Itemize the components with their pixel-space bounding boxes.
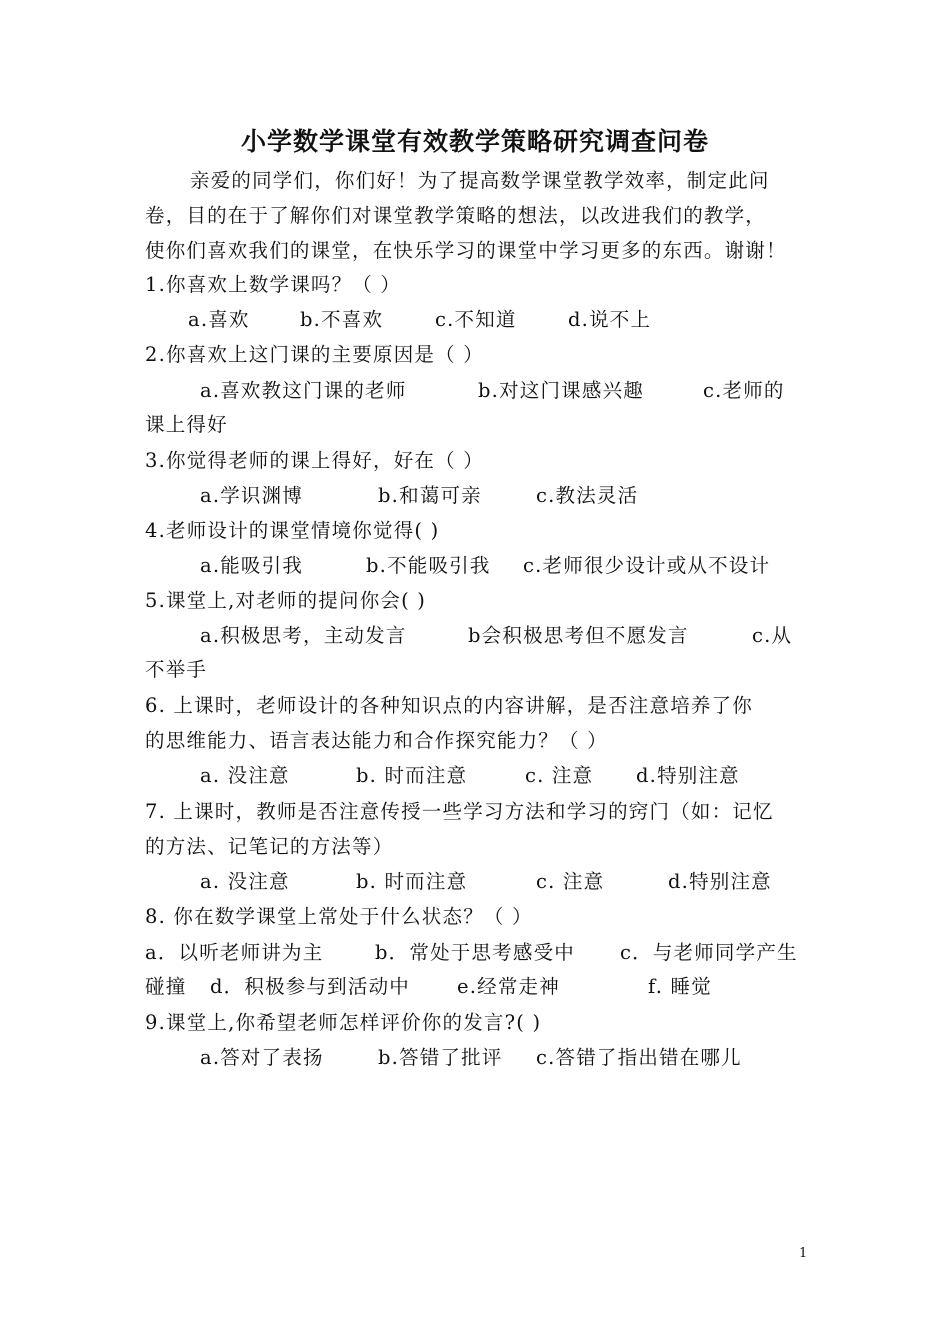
option: a.学识渊博 xyxy=(200,484,304,507)
option: a.能吸引我 xyxy=(200,554,304,577)
option: c.教法灵活 xyxy=(536,484,639,507)
option: c.答错了指出错在哪儿 xyxy=(536,1046,742,1069)
option: a.答对了表扬 xyxy=(200,1046,324,1069)
option: c.老师的 xyxy=(703,379,785,402)
intro-line-3: 使你们喜欢我们的课堂，在快乐学习的课堂中学习更多的东西。谢谢！ xyxy=(145,239,787,262)
intro-line-2: 卷，目的在于了解你们对课堂教学策略的想法，以改进我们的教学， xyxy=(145,204,767,227)
option: a.喜欢 xyxy=(188,308,250,331)
option: b. 时而注意 xyxy=(356,870,468,893)
option: f. 睡觉 xyxy=(648,975,712,998)
option: c.老师很少设计或从不设计 xyxy=(523,554,771,577)
option: 碰撞 xyxy=(145,975,187,998)
question-7-cont: 的方法、记笔记的方法等） xyxy=(145,835,394,858)
question-3: 3.你觉得老师的课上得好，好在（ ） xyxy=(145,449,484,472)
option: a.喜欢教这门课的老师 xyxy=(200,379,407,402)
option: a.积极思考，主动发言 xyxy=(200,624,407,647)
question-5-options-cont: 不举手 xyxy=(145,658,208,681)
question-2: 2.你喜欢上这门课的主要原因是（ ） xyxy=(145,343,484,366)
option: b.和蔼可亲 xyxy=(378,484,482,507)
question-2-options-cont: 课上得好 xyxy=(145,413,228,436)
option: c．与老师同学产生 xyxy=(620,941,798,964)
option: c. 注意 xyxy=(525,764,594,787)
question-6-cont: 的思维能力、语言表达能力和合作探究能力？（ ） xyxy=(145,729,608,752)
option: b.不喜欢 xyxy=(300,308,384,331)
option: c.不知道 xyxy=(435,308,517,331)
option: b.对这门课感兴趣 xyxy=(478,379,644,402)
question-7: 7. 上课时，教师是否注意传授一些学习方法和学习的窍门（如：记忆 xyxy=(145,800,774,823)
option: d.说不上 xyxy=(568,308,652,331)
option: b.答错了批评 xyxy=(378,1046,503,1069)
option: a. 没注意 xyxy=(200,870,290,893)
page-number: 1 xyxy=(799,1246,808,1261)
question-8: 8. 你在数学课堂上常处于什么状态？（ ） xyxy=(145,905,533,928)
option: b. 时而注意 xyxy=(356,764,468,787)
option: d.特别注意 xyxy=(636,764,740,787)
question-6: 6. 上课时，老师设计的各种知识点的内容讲解，是否注意培养了你 xyxy=(145,694,754,717)
option: e.经常走神 xyxy=(457,975,560,998)
option: b.不能吸引我 xyxy=(366,554,491,577)
question-1: 1.你喜欢上数学课吗？（ ） xyxy=(145,273,402,296)
option: c.从 xyxy=(752,624,793,647)
option: c. 注意 xyxy=(536,870,605,893)
option: a. 没注意 xyxy=(200,764,290,787)
page-title: 小学数学课堂有效教学策略研究调查问卷 xyxy=(240,127,709,156)
question-4: 4.老师设计的课堂情境你觉得( ) xyxy=(145,519,440,542)
question-5: 5.课堂上,对老师的提问你会( ) xyxy=(145,589,427,612)
option: d.特别注意 xyxy=(668,870,772,893)
question-9: 9.课堂上,你希望老师怎样评价你的发言?( ) xyxy=(145,1011,542,1034)
option: a．以听老师讲为主 xyxy=(145,941,324,964)
intro-line-1: 亲爱的同学们，你们好！为了提高数学课堂教学效率，制定此问 xyxy=(190,169,770,192)
option: b．常处于思考感受中 xyxy=(375,941,575,964)
option: d．积极参与到活动中 xyxy=(210,975,410,998)
option: b会积极思考但不愿发言 xyxy=(468,624,689,647)
